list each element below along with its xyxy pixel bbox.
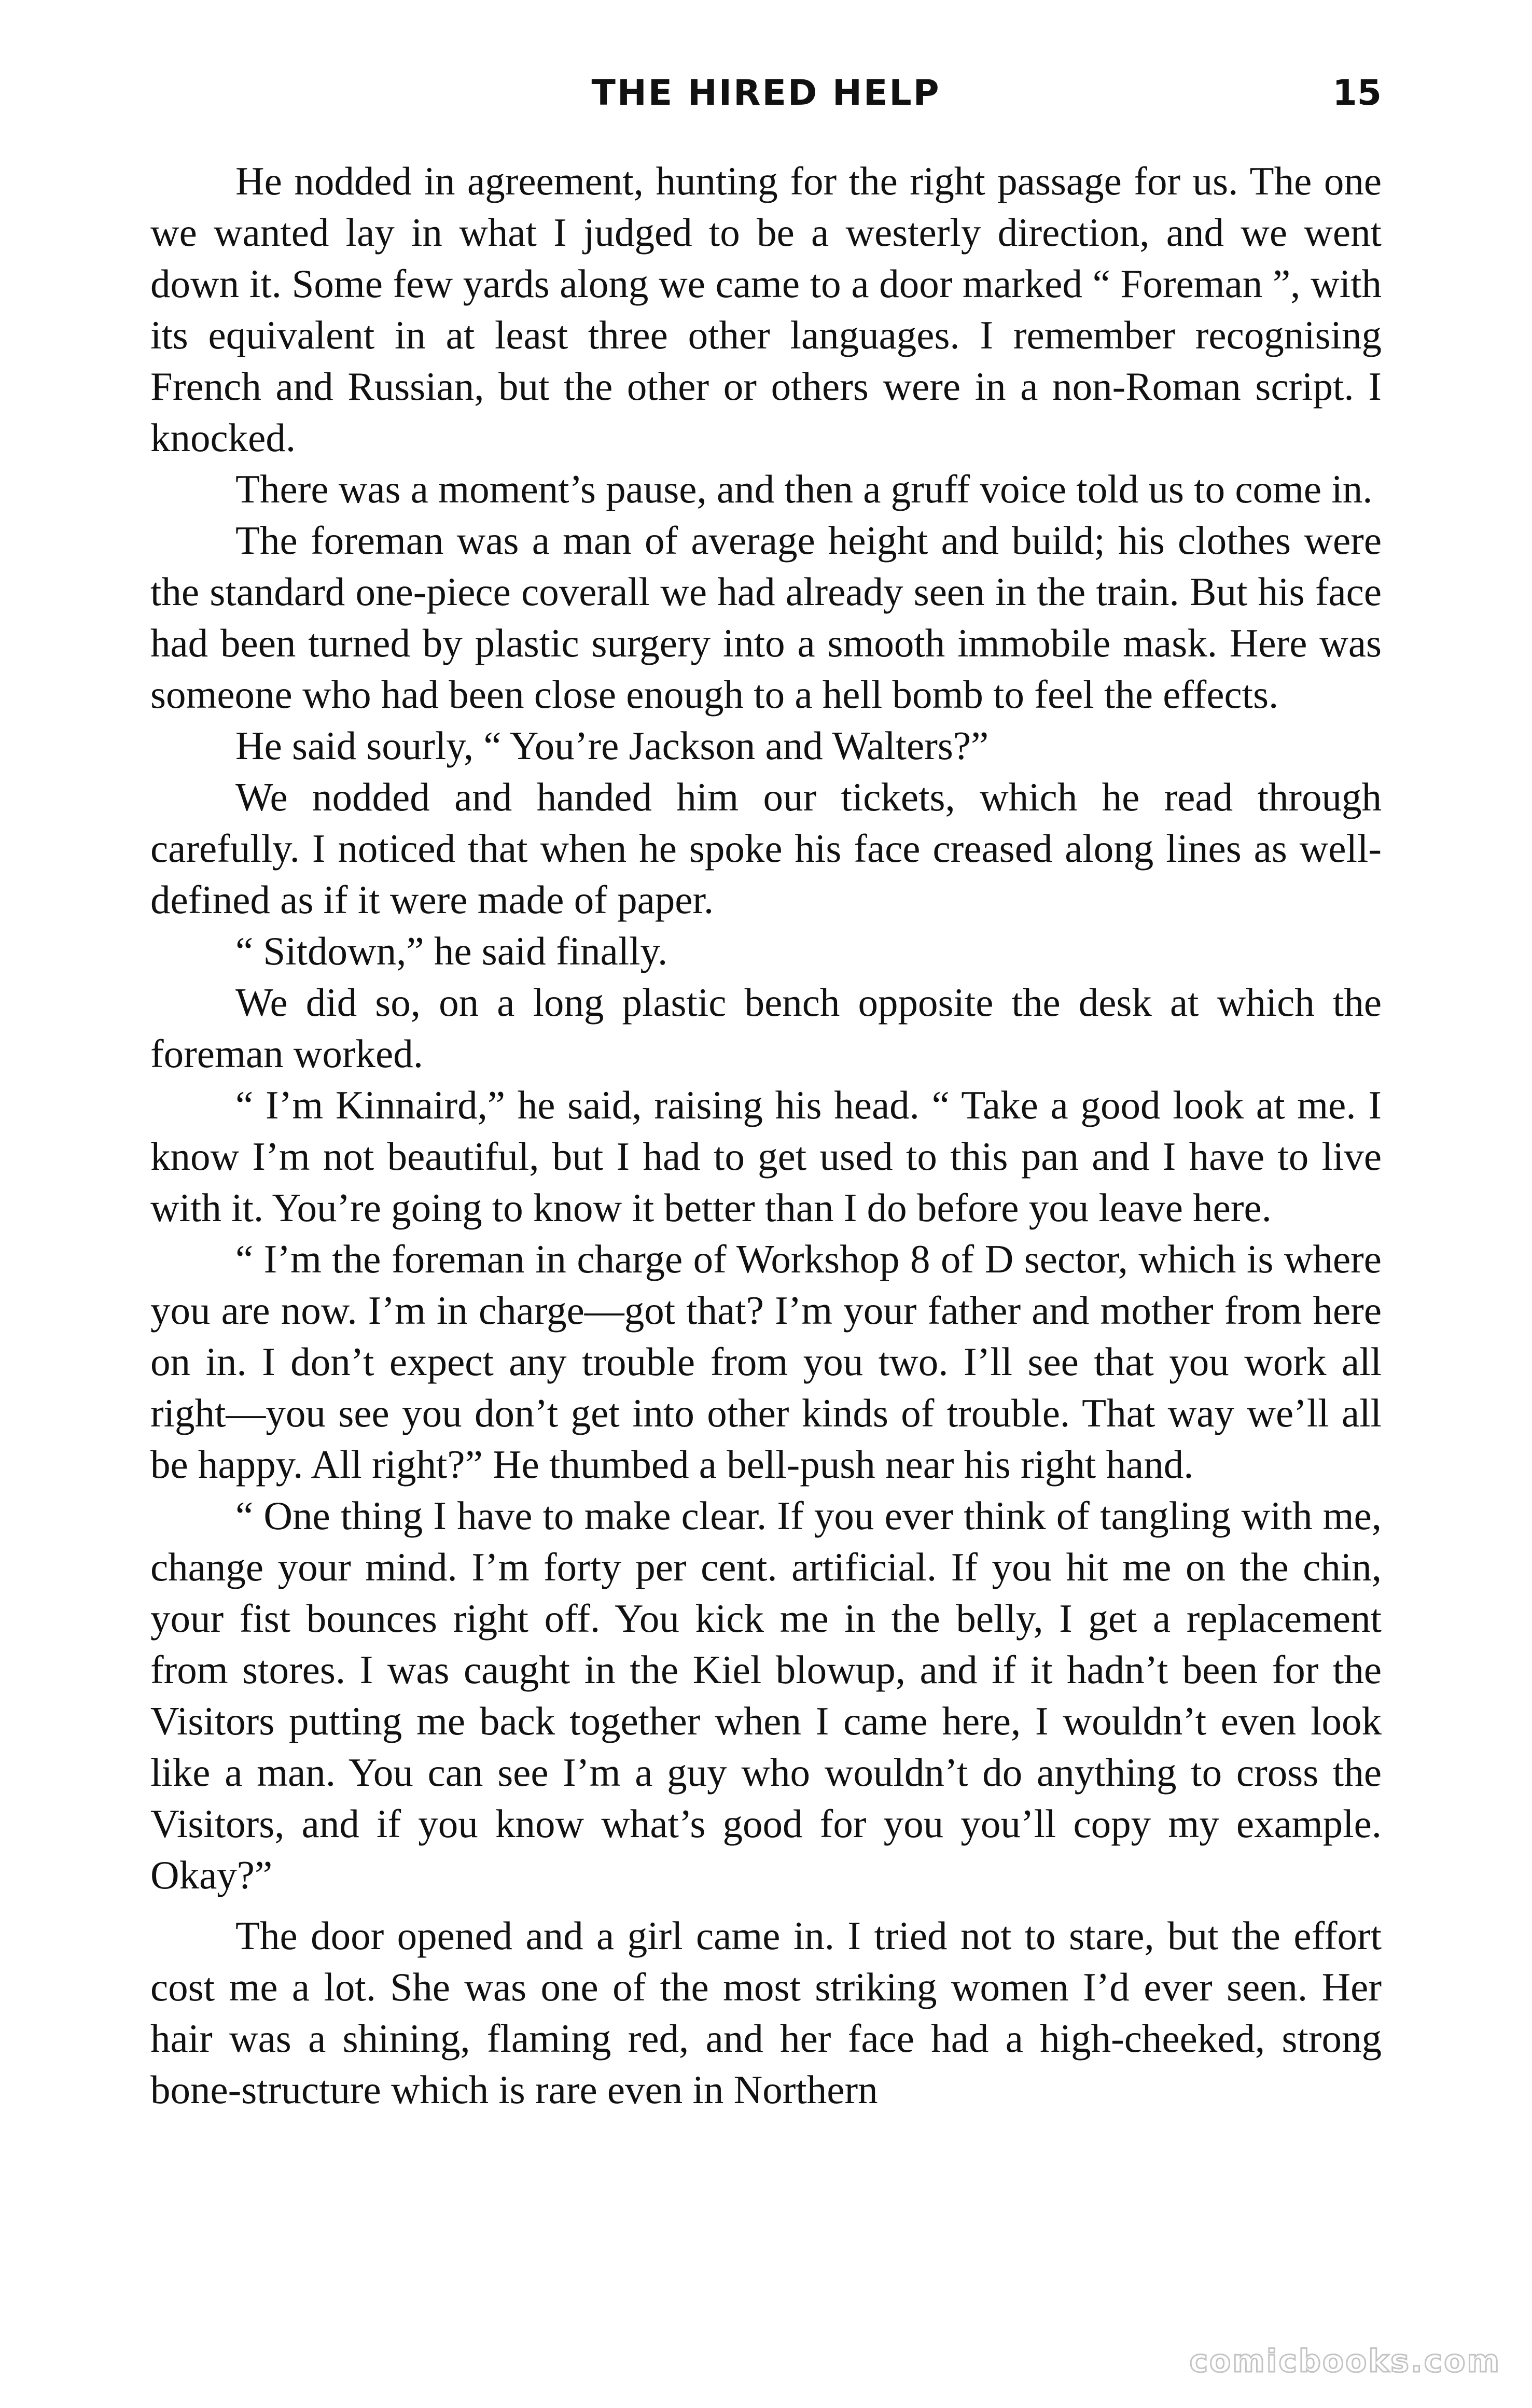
page-number: 15 xyxy=(1332,73,1382,114)
page-header xyxy=(150,73,1382,130)
paragraph-6: “ Sitdown,” he said finally. xyxy=(235,929,668,973)
paragraph-4: He said sourly, “ You’re Jackson and Walters?” xyxy=(235,723,989,768)
paragraph-5: We nodded and handed him our tickets, which he read through carefully. I noticed that when he spoke his face creased along lines as well-defined as if it were made of paper. xyxy=(150,775,1382,922)
running-title: THE HIRED HELP xyxy=(591,73,941,114)
paragraph-2: There was a moment’s pause, and then a gruff voice told us to come in. xyxy=(235,467,1373,511)
paragraph-7: We did so, on a long plastic bench opposite the desk at which the foreman worked. xyxy=(150,980,1382,1076)
paragraph-9: “ I’m the foreman in charge of Workshop 8 of D sector, which is where you are now. I’m in charge—got that? I’m your father and mother from here on in. I don’t expect any trouble from you two. I’ll see that you work all right—you see you don’t get into other kinds of trouble. That way we’ll all be happy. All right?” He thumbed a bell-push near his right hand. xyxy=(150,1237,1382,1487)
paragraph-1: He nodded in agreement, hunting for the right passage for us. The one we wanted lay in what I judged to be a westerly direction, and we went down it. Some few yards along we came to a door marked “ Foreman ”, with its equivalent in at least three other languages. I remember recognising French and Russian, but the other or others were in a non-Roman script. I knocked. xyxy=(150,159,1382,460)
paragraph-10: “ One thing I have to make clear. If you ever think of tangling with me, change your mind. I’m forty per cent. artificial. If you hit me on the chin, your fist bounces right off. You kick me in the belly, I get a replacement from stores. I was caught in the Kiel blowup, and if it hadn’t been for the Visitors putting me back together when I came here, I wouldn’t even look like a man. You can see I’m a guy who wouldn’t do anything to cross the Visitors, and if you know what’s good for you you’ll copy my example. Okay?” xyxy=(150,1493,1382,1897)
watermark: comicbooks.com xyxy=(1189,2343,1501,2379)
paragraph-11: The door opened and a girl came in. I tried not to stare, but the effort cost me a lot. She was one of the most striking women I’d ever seen. Her hair was a shining, flaming red, and her face had a high-cheeked, strong bone-structure which is rare even in Northern xyxy=(150,1913,1382,2112)
text-body xyxy=(150,156,1382,2116)
paragraph-3: The foreman was a man of average height and build; his clothes were the standard one-piece coverall we had already seen in the train. But his face had been turned by plastic surgery into a smooth immobile mask. Here was someone who had been close enough to a hell bomb to feel the effects. xyxy=(150,518,1382,717)
paragraph-8: “ I’m Kinnaird,” he said, raising his head. “ Take a good look at me. I know I’m not beautiful, but I had to get used to this pan and I have to live with it. You’re going to know it better than I do before you leave here. xyxy=(150,1083,1382,1230)
